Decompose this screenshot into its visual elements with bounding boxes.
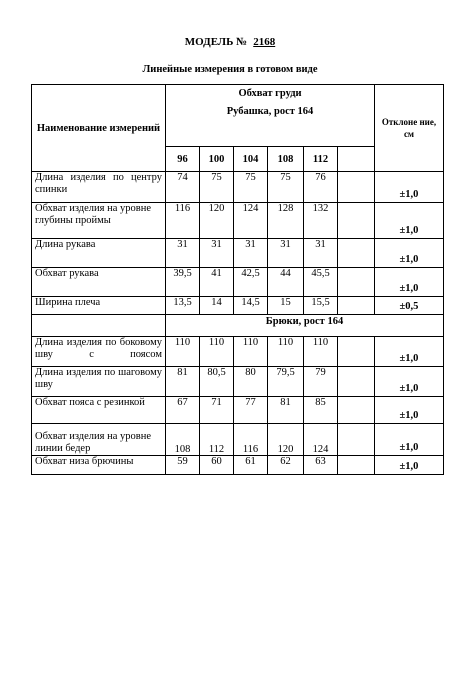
model-title: [0, 36, 460, 48]
cell: 76: [304, 172, 338, 203]
cell: 81: [268, 397, 304, 424]
cell: 120: [200, 203, 234, 239]
cell: 61: [234, 456, 268, 475]
cell: 14,5: [234, 297, 268, 315]
deviation-cell: ±1,0: [375, 337, 444, 367]
table-row: [32, 424, 444, 456]
cell: 71: [200, 397, 234, 424]
cell-empty: [338, 239, 375, 268]
cell-empty: [338, 297, 375, 315]
cell: 79,5: [268, 367, 304, 397]
row-label: Длина изделия по боковому шву с поясом: [32, 337, 166, 367]
deviation-cell: ±1,0: [375, 397, 444, 424]
cell: 39,5: [166, 268, 200, 297]
table-row: [32, 367, 444, 397]
deviation-cell: ±1,0: [375, 367, 444, 397]
cell: 31: [304, 239, 338, 268]
deviation-cell: ±0,5: [375, 297, 444, 315]
table-row: [32, 297, 444, 315]
cell: 79: [304, 367, 338, 397]
size-col-3: 104: [234, 147, 268, 172]
cell: 31: [268, 239, 304, 268]
table-row: [32, 172, 444, 203]
size-col-4: 108: [268, 147, 304, 172]
cell: 62: [268, 456, 304, 475]
measurements-table: [31, 84, 444, 475]
cell: 41: [200, 268, 234, 297]
size-col-5: 112: [304, 147, 338, 172]
model-title-prefix: МОДЕЛЬ №: [184, 36, 248, 48]
subtitle: Линейные измерения в готовом виде: [142, 64, 318, 75]
deviation-cell: ±1,0: [375, 268, 444, 297]
cell: 81: [166, 367, 200, 397]
cell: 124: [234, 203, 268, 239]
cell: 108: [166, 424, 200, 456]
row-label: Длина изделия по центру спинки: [32, 172, 166, 203]
cell: 110: [304, 337, 338, 367]
row-label: Ширина плеча: [32, 297, 166, 315]
cell: 45,5: [304, 268, 338, 297]
header-shirt: Рубашка, рост 164: [226, 106, 314, 117]
cell: 60: [200, 456, 234, 475]
model-number: 2168: [253, 36, 276, 48]
cell-empty: [338, 337, 375, 367]
cell: 67: [166, 397, 200, 424]
row-label: Обхват изделия на уровне линии бедер: [32, 424, 166, 456]
cell: 13,5: [166, 297, 200, 315]
pants-header: Брюки, рост 164: [166, 315, 444, 337]
deviation-cell: ±1,0: [375, 456, 444, 475]
deviation-cell: ±1,0: [375, 172, 444, 203]
cell: 74: [166, 172, 200, 203]
cell: 63: [304, 456, 338, 475]
cell-empty: [338, 397, 375, 424]
table-row: [32, 397, 444, 424]
header-girth: Обхват груди: [238, 88, 302, 99]
cell: 128: [268, 203, 304, 239]
header-name: Наименование измерений: [32, 85, 166, 172]
cell: 31: [200, 239, 234, 268]
row-label: Длина изделия по шаговому шву: [32, 367, 166, 397]
cell: 15,5: [304, 297, 338, 315]
row-label: Обхват низа брючины: [32, 456, 166, 475]
cell-empty: [338, 424, 375, 456]
cell: 15: [268, 297, 304, 315]
cell: 31: [166, 239, 200, 268]
table-row: [32, 203, 444, 239]
cell: 110: [200, 337, 234, 367]
deviation-cell: ±1,0: [375, 424, 444, 456]
pants-header-row: [32, 315, 444, 337]
cell: 75: [200, 172, 234, 203]
table-row: [32, 239, 444, 268]
cell: 85: [304, 397, 338, 424]
cell: 132: [304, 203, 338, 239]
cell: 42,5: [234, 268, 268, 297]
cell-empty: [338, 456, 375, 475]
size-col-2: 100: [200, 147, 234, 172]
cell-empty: [32, 315, 166, 337]
table-row: [32, 456, 444, 475]
cell: 75: [234, 172, 268, 203]
cell: 77: [234, 397, 268, 424]
cell: 120: [268, 424, 304, 456]
cell: 80: [234, 367, 268, 397]
cell: 80,5: [200, 367, 234, 397]
cell-empty: [338, 203, 375, 239]
row-label: Обхват рукава: [32, 268, 166, 297]
row-label: Обхват пояса с резинкой: [32, 397, 166, 424]
cell: 110: [268, 337, 304, 367]
row-label: Обхват изделия на уровне глубины проймы: [32, 203, 166, 239]
row-label: Длина рукава: [32, 239, 166, 268]
cell: 31: [234, 239, 268, 268]
cell: 14: [200, 297, 234, 315]
cell: 112: [200, 424, 234, 456]
table-row: [32, 337, 444, 367]
cell: 44: [268, 268, 304, 297]
cell-empty: [338, 367, 375, 397]
size-col-1: 96: [166, 147, 200, 172]
cell: 124: [304, 424, 338, 456]
header-deviation: Отклоне ние, см: [375, 85, 444, 172]
cell-empty: [338, 172, 375, 203]
size-col-empty: [338, 147, 375, 172]
cell-empty: [338, 268, 375, 297]
deviation-cell: ±1,0: [375, 239, 444, 268]
deviation-cell: ±1,0: [375, 203, 444, 239]
cell: 75: [268, 172, 304, 203]
cell: 59: [166, 456, 200, 475]
cell: 116: [166, 203, 200, 239]
header-girth-cell: [166, 85, 375, 147]
cell: 110: [234, 337, 268, 367]
table-row: [32, 268, 444, 297]
cell: 110: [166, 337, 200, 367]
cell: 116: [234, 424, 268, 456]
